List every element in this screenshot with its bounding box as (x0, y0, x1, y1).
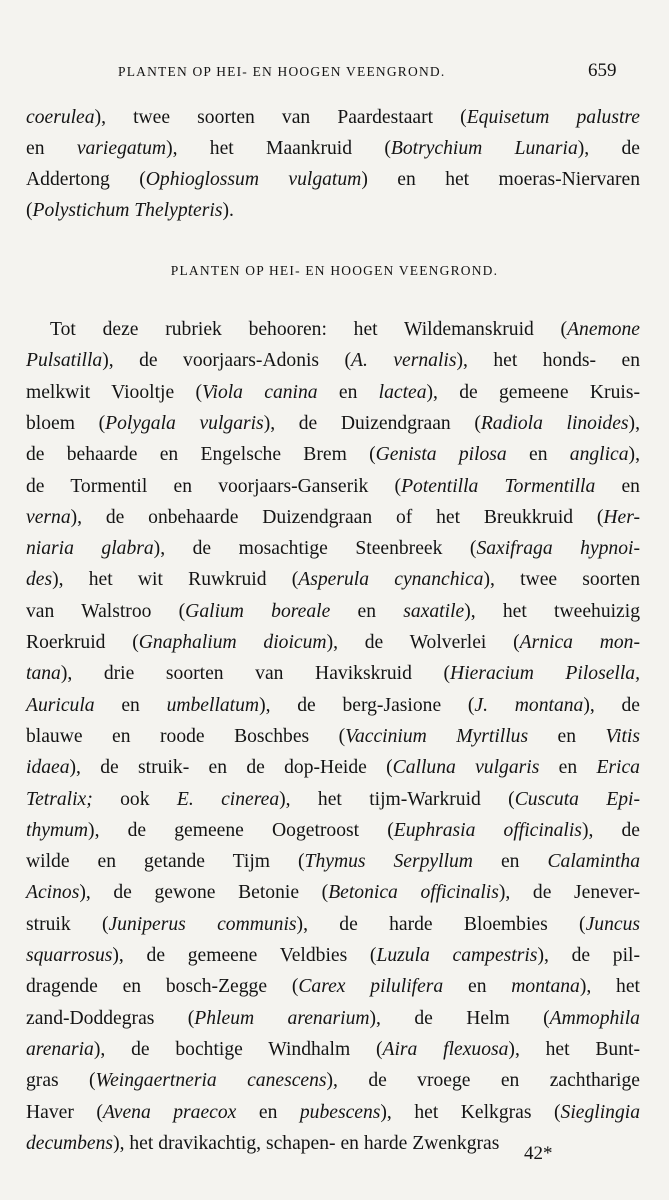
text-line: Pulsatilla), de voorjaars-Adonis (A. vernalis), het honds- en (26, 350, 640, 372)
text-line: idaea), de struik- en de dop-Heide (Calluna vulgaris en Erica (26, 757, 640, 779)
text-line: Addertong (Ophioglossum vulgatum) en het moeras-Niervaren (26, 169, 640, 190)
text-line: niaria glabra), de mosachtige Steenbreek (Saxifraga hypnoi- (26, 538, 640, 560)
text-line: de Tormentil en voorjaars-Ganserik (Potentilla Tormentilla en (26, 475, 640, 497)
text-line: zand-Doddegras (Phleum arenarium), de Helm (Ammophila (26, 1007, 640, 1029)
text-line: Roerkruid (Gnaphalium dioicum), de Wolverlei (Arnica mon- (26, 632, 640, 653)
text-line: Tetralix; ook E. cinerea), het tijm-Warkruid (Cuscuta Epi- (26, 788, 641, 810)
text-line: coerulea), twee soorten van Paardestaart (Equisetum palustre (26, 107, 640, 128)
text-line: verna), de onbehaarde Duizendgraan of het Breukkruid (Her- (26, 506, 640, 528)
section-heading: PLANTEN OP HEI- EN HOOGEN VEENGROND. (170, 263, 499, 278)
text-line: decumbens), het dravikachtig, schapen- en harde Zwenkgras (26, 1132, 500, 1154)
text-line: en variegatum), het Maankruid (Botrychium Lunaria), de (26, 138, 640, 159)
text-line: tana), drie soorten van Havikskruid (Hieracium Pilosella, (26, 663, 640, 685)
running-head-title: PLANTEN OP HEI- EN HOOGEN VEENGROND. (118, 64, 446, 79)
signature-mark: 42* (524, 1143, 553, 1164)
text-line: wilde en getande Tijm (Thymus Serpyllum en Calamintha (26, 851, 641, 873)
text-line: blauwe en roode Boschbes (Vaccinium Myrtillus en Vitis (26, 725, 640, 747)
text-line: (Polystichum Thelypteris). (26, 200, 234, 221)
text-line: des), het wit Ruwkruid (Asperula cynanchica), twee soorten (26, 569, 640, 591)
text-line: arenaria), de bochtige Windhalm (Aira flexuosa), het Bunt- (26, 1038, 640, 1060)
text-line: thymum), de gemeene Oogetroost (Euphrasia officinalis), de (26, 819, 640, 841)
text-line: Tot deze rubriek behooren: het Wildemanskruid (Anemone (50, 319, 640, 340)
text-line: squarrosus), de gemeene Veldbies (Luzula campestris), de pil- (26, 945, 640, 966)
text-line: gras (Weingaertneria canescens), de vroege en zachtharige (26, 1070, 640, 1092)
text-line: melkwit Viooltje (Viola canina en lactea), de gemeene Kruis- (26, 381, 640, 403)
text-line: Acinos), de gewone Betonie (Betonica officinalis), de Jenever- (26, 882, 640, 904)
text-line: bloem (Polygala vulgaris), de Duizendgraan (Radiola linoides), (26, 412, 640, 434)
text-line: van Walstroo (Galium boreale en saxatile), het tweehuizig (26, 600, 640, 622)
running-head (0, 60, 669, 84)
text-line: de behaarde en Engelsche Brem (Genista pilosa en anglica), (26, 444, 640, 466)
text-line: Haver (Avena praecox en pubescens), het Kelkgras (Sieglingia (26, 1101, 640, 1123)
text-line: dragende en bosch-Zegge (Carex pilulifera en montana), het (26, 976, 640, 998)
text-line: Auricula en umbellatum), de berg-Jasione (J. montana), de (26, 694, 641, 716)
page-number: 659 (588, 60, 617, 81)
text-line: struik (Juniperus communis), de harde Bloembies (Juncus (26, 913, 641, 935)
